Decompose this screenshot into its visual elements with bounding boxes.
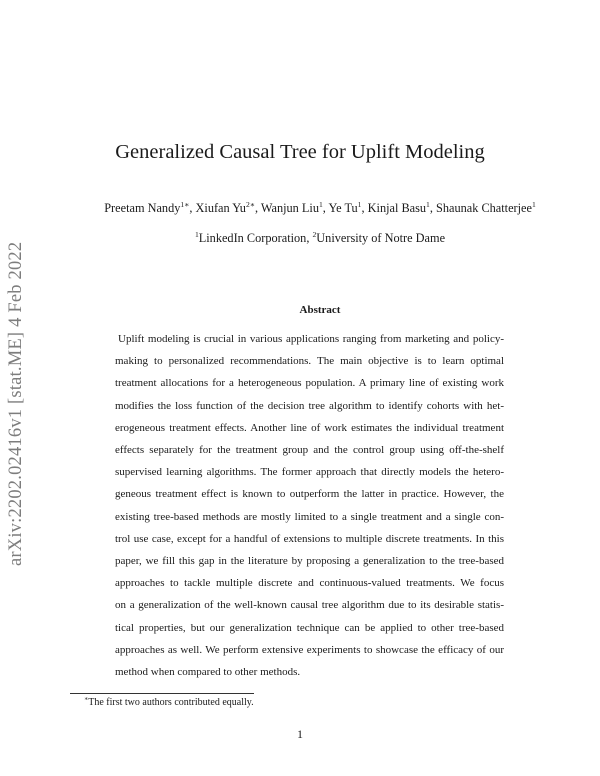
author-affiliation-mark: 1∗ [180,199,190,209]
abstract-line: paper, we fill this gap in the literature by proposing a generalization to the tree-based [115,555,504,568]
abstract-line: existing tree-based methods are mostly limited to a single treatment and a single con- [115,510,504,523]
author-name: Xiufan Yu [195,201,246,215]
page-number: 1 [297,727,303,741]
footnote-mark: ∗ [84,695,89,703]
author-affiliation-mark: 1 [318,199,323,209]
footnote-text: The first two authors contributed equally. [88,697,254,708]
affiliations: $^1$LinkedIn Corporation, $^2$University of Notre Dame [194,229,446,245]
author-list: Preetam Nandy$^{1∗}$, Xiufan $Yu^{2∗}$, Wanjun Liu$^1$, Ye Tu$^1$, Kinjal Basu$^1$, Shaunak Chatterjee$^1$ [104,199,536,215]
abstract-line: on a generalization of the well-known causal tree algorithm due to its desirable statis- [115,599,504,612]
paper-title: Generalized Causal Tree for Uplift Modeling [115,141,485,163]
author-affiliation-mark: 1 [531,199,536,209]
abstract-line: Uplift modeling is crucial in various applications ranging from marketing and policy- [118,333,504,345]
author-affiliation-mark: 2∗ [245,199,255,209]
affiliation-name: University of Notre Dame [316,231,446,245]
author-name: Preetam Nandy [104,201,181,215]
abstract-line: geneous treatment effect is known to outperform the latter in practice. However, the [115,488,504,501]
abstract-line: effects separately for the treatment group and the control group using off-the-shelf [115,444,504,457]
author-name: Shaunak Chatterjee [436,201,532,215]
author-name: Kinjal Basu [367,201,427,215]
affiliation-mark: 1 [194,229,199,239]
abstract-line: modifies the loss function of the decision tree algorithm to identify cohorts with het- [115,399,504,412]
abstract-line: method when compared to other methods. [115,666,301,679]
abstract-body [115,328,504,683]
abstract-line: approaches as well. We perform extensive experiments to showcase the efficacy of our [115,643,504,656]
abstract-heading: Abstract [299,304,341,316]
footnote [84,697,254,708]
author-name: Ye Tu [328,201,358,215]
footnote-rule [70,693,254,694]
abstract-line: supervised learning algorithms. The former approach that directly models the hetero- [115,466,504,479]
abstract-line: making to personalized recommendations. The main objective is to learn optimal [115,355,504,368]
author-affiliation-mark: 1 [426,199,430,209]
arxiv-identifier: arXiv:2202.02416v1 [stat.ME] 4 Feb 2022 [6,241,26,566]
abstract-line: tical properties, but our generalization technique can be applied to other tree-based [115,621,504,634]
author-name: Wanjun Liu [260,201,319,215]
abstract-line: approaches to tackle multiple discrete and continuous-valued treatments. We focus [115,577,504,590]
abstract-line: treatment allocations for a heterogeneous population. A primary line of existing work [115,377,504,390]
abstract-line: erogeneous treatment effects. Another line of work estimates the individual treatment [115,421,504,434]
affiliation-name: LinkedIn Corporation [198,231,307,245]
abstract-line: trol use case, except for a handful of extensions to multiple discrete treatments. In this [115,532,504,545]
affiliation-mark: 2 [312,229,317,239]
author-affiliation-mark: 1 [357,199,362,209]
